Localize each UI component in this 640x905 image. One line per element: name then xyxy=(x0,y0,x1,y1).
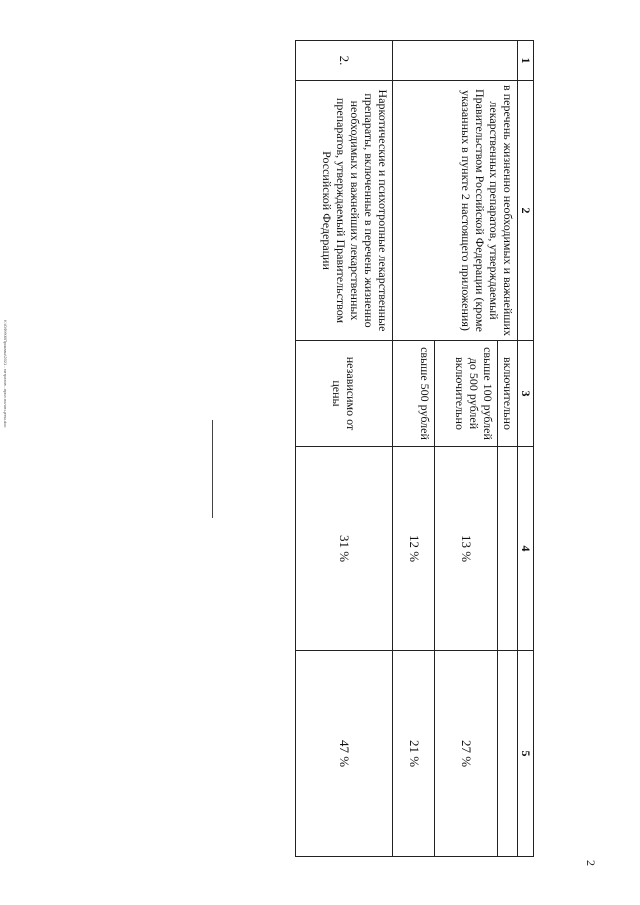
row-b-category xyxy=(296,81,393,341)
row-b-c4: 31 % xyxy=(296,447,393,651)
header-col-4: 4 xyxy=(518,447,534,651)
table-row-continuation-top xyxy=(498,41,518,857)
table-row-2 xyxy=(296,41,393,857)
header-col-3: 3 xyxy=(518,341,534,447)
row-a-category xyxy=(393,81,518,341)
row-a-index xyxy=(393,41,518,81)
file-path-footer: K:\ОФУКК\Приказы\2021 - нитратов...прил.полит.цены.doc xyxy=(3,320,8,428)
row-b-price xyxy=(296,341,393,447)
header-row xyxy=(518,41,534,857)
row-a-price-top: включительно xyxy=(498,341,518,447)
row-b-price-text: независимо от цены xyxy=(330,356,358,431)
markup-table xyxy=(295,40,534,857)
row-a-price-bot xyxy=(393,341,435,447)
row-a-c4-top xyxy=(498,447,518,651)
page-number: 2 xyxy=(584,860,598,866)
row-a-price-bot-text: свыше 500 рублей xyxy=(418,347,433,440)
row-a-c4-mid: 13 % xyxy=(435,447,498,651)
row-b-index: 2. xyxy=(296,41,393,81)
row-a-c5-top xyxy=(498,651,518,857)
header-col-2: 2 xyxy=(518,81,534,341)
row-a-category-text: в перечень жизненно необходимых и важнейших лекарственных препаратов, утверждаемый Правительством Российской Федерации (кроме указанных в пункте 2 настоящего приложения) xyxy=(459,85,515,336)
row-a-price-mid-text: свыше 100 рублей до 500 рублей включительно xyxy=(453,347,496,440)
row-a-c5-bot: 21 % xyxy=(393,651,435,857)
header-col-5: 5 xyxy=(518,651,534,857)
row-a-c4-bot: 12 % xyxy=(393,447,435,651)
header-col-1: 1 xyxy=(518,41,534,81)
end-of-table-line xyxy=(212,420,213,518)
rotated-table-container xyxy=(254,40,534,856)
row-b-category-text: Наркотические и психотропные лекарственные препараты, включенные в перечень жизненно необходимых и важнейших лекарственных препаратов, утверждаемый Правительством Российской Федерации xyxy=(320,89,390,332)
row-a-price-mid xyxy=(435,341,498,447)
row-a-c5-mid: 27 % xyxy=(435,651,498,857)
row-b-c5: 47 % xyxy=(296,651,393,857)
